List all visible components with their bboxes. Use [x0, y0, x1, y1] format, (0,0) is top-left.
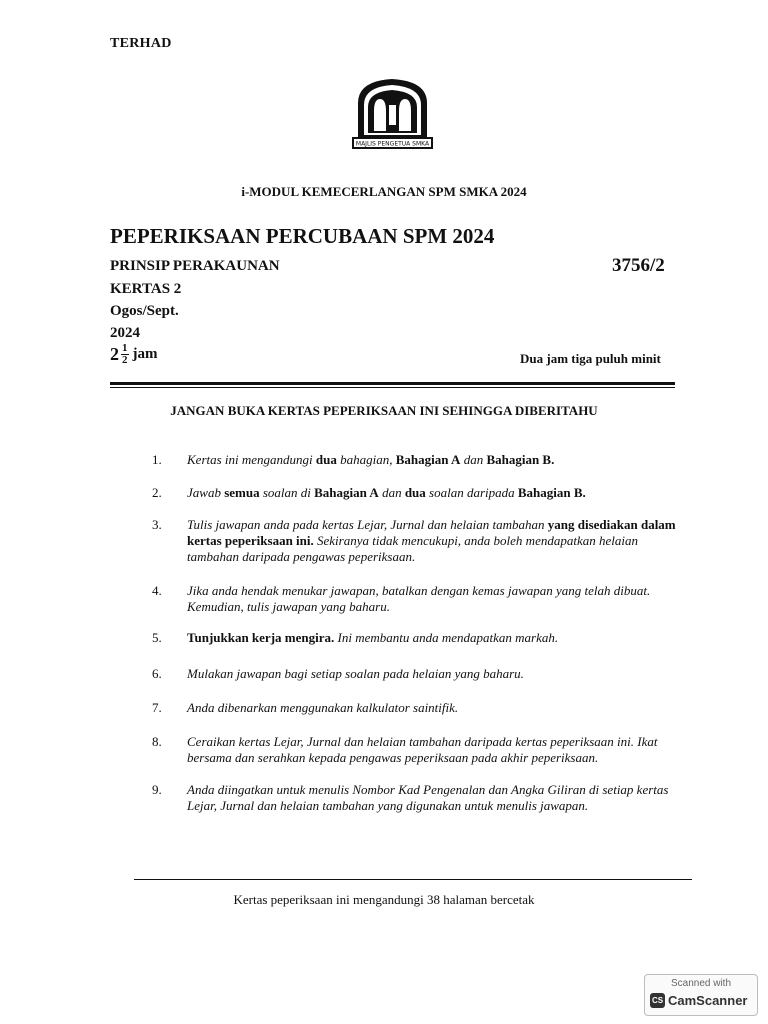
instruction-text: [187, 782, 682, 814]
watermark-brand: CamScanner: [668, 993, 748, 1008]
instruction-number: 4.: [152, 583, 162, 598]
duration-words: Dua jam tiga puluh minit: [520, 351, 661, 366]
duration-unit: jam: [132, 346, 158, 362]
instruction-number: 2.: [152, 485, 162, 500]
duration-whole: 2: [110, 344, 119, 364]
instruction-segment: Ini membantu anda mendapatkan markah.: [334, 630, 559, 645]
duration-fraction: [121, 343, 129, 366]
instruction-number: 1.: [152, 452, 162, 467]
exam-session: Ogos/Sept.: [110, 303, 179, 319]
instruction-emphasis: dua: [404, 485, 426, 500]
instruction-segment: soalan di: [259, 485, 315, 500]
instruction-emphasis: yang disediakan dalam kertas peperiksaan ini.: [187, 517, 676, 548]
subject-name: PRINSIP PERAKAUNAN: [110, 258, 280, 274]
instruction-number: 5.: [152, 630, 162, 645]
instruction-segment: Jawab: [187, 485, 225, 500]
instruction-item: [152, 734, 682, 766]
instruction-segment: Sekiranya tidak mencukupi, anda boleh mendapatkan helaian tambahan daripada pengawas peperiksaan.: [187, 533, 638, 564]
camscanner-logo-icon: CS: [650, 993, 665, 1008]
instruction-segment: Kertas ini mengandungi: [187, 452, 316, 467]
instruction-text: [187, 452, 682, 468]
instruction-segment: dan: [460, 452, 487, 467]
instruction-item: [152, 700, 682, 716]
instruction-segment: Anda dibenarkan menggunakan kalkulator saintifik.: [187, 700, 459, 715]
instruction-text: [187, 666, 682, 682]
footer-divider: [134, 879, 692, 880]
instruction-item: [152, 630, 682, 646]
instruction-emphasis: Tunjukkan kerja mengira.: [187, 630, 335, 645]
instruction-number: 3.: [152, 517, 162, 532]
instruction-item: [152, 782, 682, 814]
watermark-caption: Scanned with: [670, 978, 732, 989]
instruction-number: 6.: [152, 666, 162, 681]
instruction-emphasis: semua: [224, 485, 260, 500]
instruction-segment: Ceraikan kertas Lejar, Jurnal dan helaian tambahan daripada kertas peperiksaan ini. Ikat bersama dan serahkan kepada pengawas peperiksaan pada akhir peperiksaan.: [187, 734, 658, 765]
warning-notice: JANGAN BUKA KERTAS PEPERIKSAAN INI SEHINGGA DIBERITAHU: [170, 403, 598, 418]
instruction-emphasis: Bahagian B.: [517, 485, 586, 500]
module-title: i-MODUL KEMECERLANGAN SPM SMKA 2024: [241, 184, 527, 199]
instruction-item: [152, 485, 682, 501]
instruction-segment: bahagian,: [336, 452, 396, 467]
instruction-item: [152, 583, 682, 615]
instruction-emphasis: dua: [315, 452, 337, 467]
exam-title: PEPERIKSAAN PERCUBAAN SPM 2024: [110, 224, 495, 248]
exam-year: 2024: [110, 325, 140, 341]
restriction-label: TERHAD: [110, 36, 172, 51]
instruction-text: [187, 485, 682, 501]
instruction-item: [152, 666, 682, 682]
instruction-number: 8.: [152, 734, 162, 749]
instruction-text: [187, 517, 682, 565]
instruction-emphasis: Bahagian A: [314, 485, 379, 500]
instruction-number: 9.: [152, 782, 162, 797]
instruction-segment: Jika anda hendak menukar jawapan, batalkan dengan kemas jawapan yang telah dibuat. Kemudian, tulis jawapan yang baharu.: [187, 583, 651, 614]
instruction-emphasis: Bahagian A: [395, 452, 461, 467]
paper-code: 3756/2: [612, 255, 665, 276]
instruction-segment: soalan daripada: [425, 485, 518, 500]
divider-thin: [110, 387, 675, 388]
duration-numerator: 1: [122, 342, 128, 354]
instruction-segment: Anda diingatkan untuk menulis Nombor Kad Pengenalan dan Angka Giliran di setiap kertas Lejar, Jurnal dan helaian tambahan yang digunakan untuk menulis jawapan.: [187, 782, 669, 813]
page-count-note: Kertas peperiksaan ini mengandungi 38 halaman bercetak: [233, 892, 535, 907]
instruction-text: [187, 734, 682, 766]
instruction-text: [187, 700, 682, 716]
instruction-emphasis: Bahagian B.: [486, 452, 555, 467]
instruction-item: [152, 517, 682, 565]
instruction-number: 7.: [152, 700, 162, 715]
majlis-pengetua-logo: [350, 75, 435, 153]
instruction-segment: dan: [378, 485, 405, 500]
camscanner-watermark: [644, 974, 758, 1016]
instruction-item: [152, 452, 682, 468]
instruction-segment: Mulakan jawapan bagi setiap soalan pada helaian yang baharu.: [187, 666, 524, 681]
duration-denominator: 2: [122, 354, 128, 366]
instruction-segment: Tulis jawapan anda pada kertas Lejar, Jurnal dan helaian tambahan: [187, 517, 548, 532]
paper-number: KERTAS 2: [110, 281, 182, 297]
logo-text: MAJLIS PENGETUA SMKA: [355, 140, 430, 148]
instruction-text: [187, 630, 682, 646]
instruction-text: [187, 583, 682, 615]
divider-thick: [110, 382, 675, 385]
duration: [110, 343, 158, 366]
